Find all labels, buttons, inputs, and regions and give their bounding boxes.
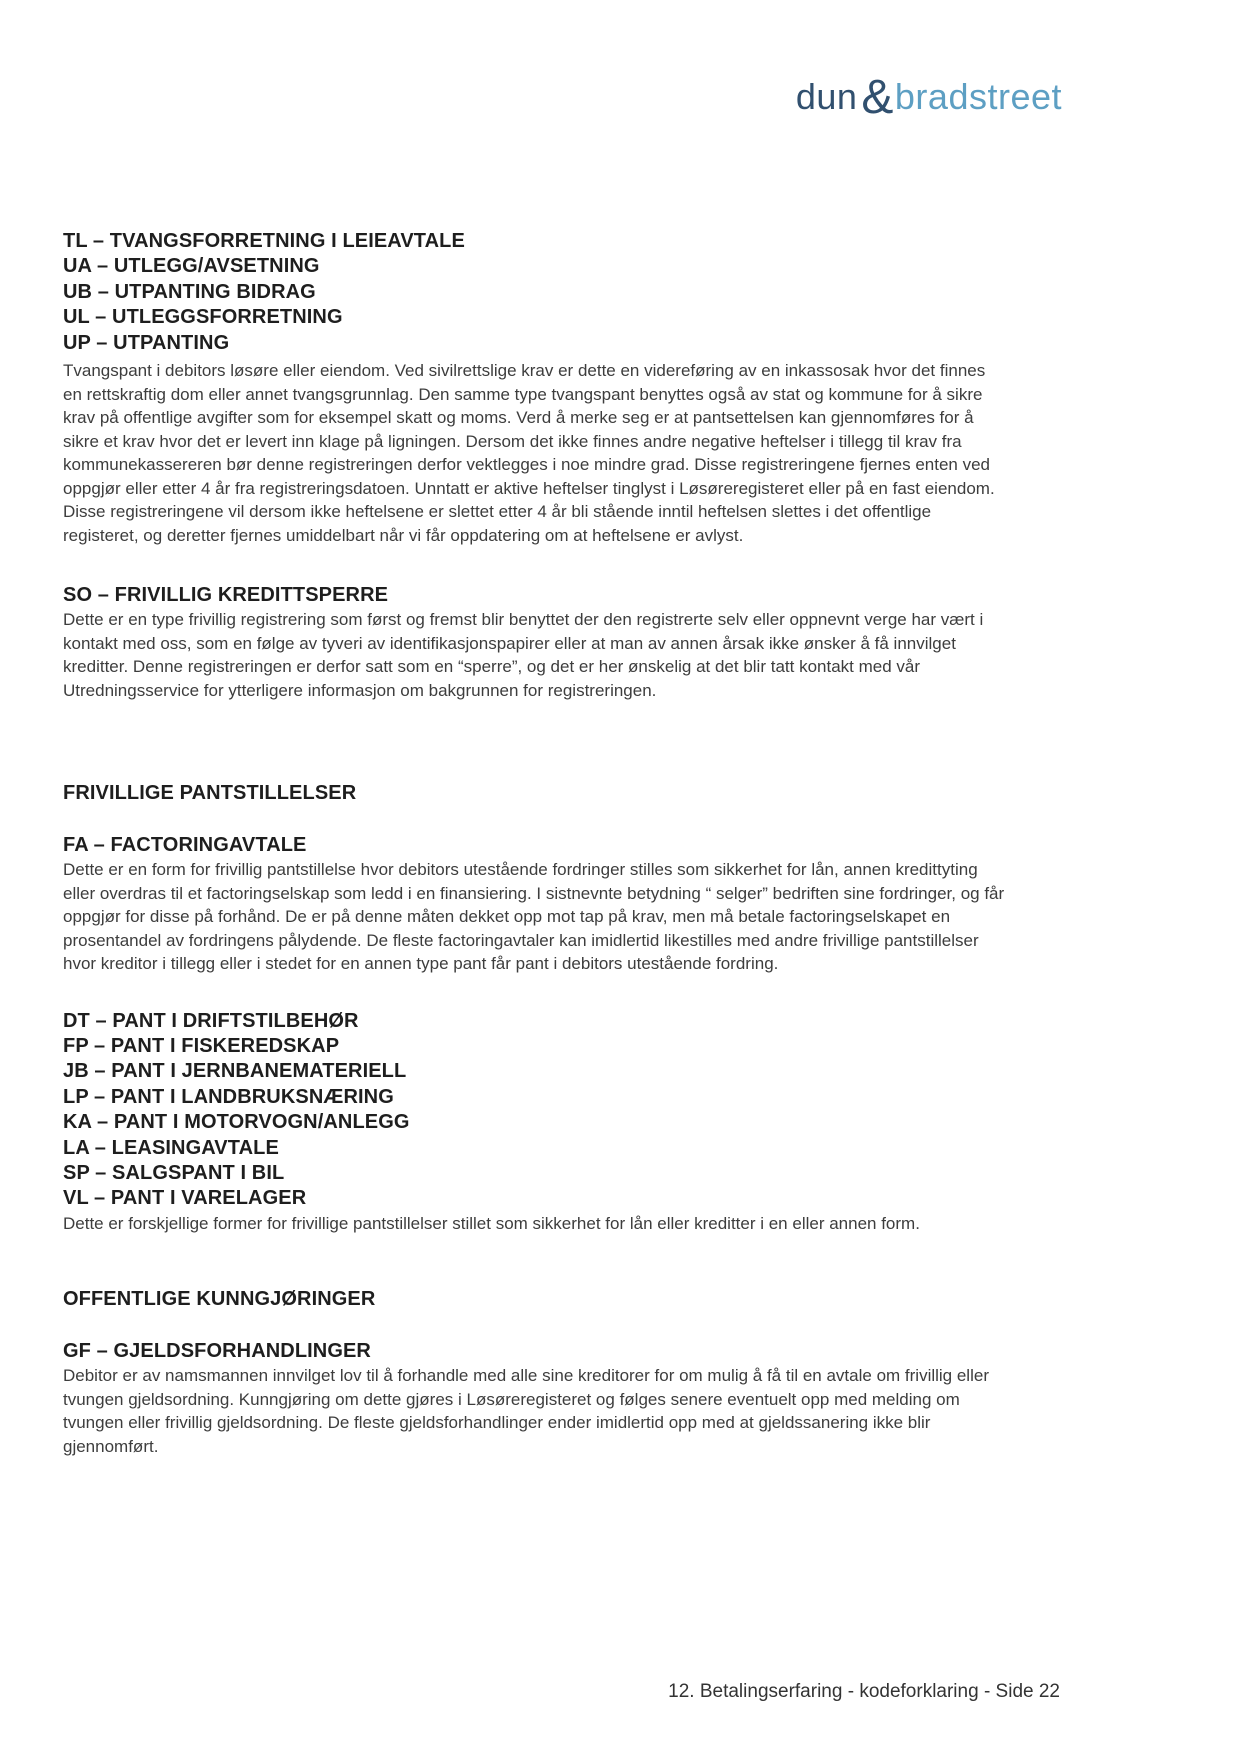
code-heading-la: LA – LEASINGAVTALE	[63, 1136, 279, 1159]
fa-heading: FA – FACTORINGAVTALE	[63, 834, 307, 857]
code-heading-fp: FP – PANT I FISKEREDSKAP	[63, 1034, 340, 1057]
so-description: Dette er en type frivillig registrering som først og fremst blir benyttet der den registrerte selv eller oppnevnt verge har vært i kontakt med oss, som en følge av tyveri av identifikasjonspapirer eller at man av annen årsak ikke ønsker å få innvilget kreditter. Denne registreringen er derfor satt som en “sperre”, og det er her ønskelig at det blir tatt kontakt med vår Utredningsservice for ytterligere informasjon om bakgrunnen for registreringen.	[63, 610, 984, 700]
gf-description: Debitor er av namsmannen innvilget lov til å forhandle med alle sine kreditorer for om mulig å få til en avtale om frivillig eller tvungen gjeldsordning. Kunngjøring om dette gjøres i Løsøreregisteret og følges senere eventuelt opp med melding om tvungen eller frivillig gjeldsordning. De fleste gjeldsforhandlinger ender imidlertid opp med at gjeldssanering ikke blir gjennomført.	[63, 1366, 989, 1456]
page-footer: 12. Betalingserfaring - kodeforklaring - Side 22	[668, 1681, 1060, 1702]
code-heading-ka: KA – PANT I MOTORVOGN/ANLEGG	[63, 1111, 410, 1134]
frivillige-pantstillelser-heading: FRIVILLIGE PANTSTILLELSER	[63, 782, 357, 805]
code-heading-sp: SP – SALGSPANT I BIL	[63, 1161, 285, 1184]
code-heading-dt: DT – PANT I DRIFTSTILBEHØR	[63, 1009, 359, 1032]
code-heading-lp: LP – PANT I LANDBRUKSNÆRING	[63, 1085, 394, 1108]
offentlige-kunngjoringer-heading: OFFENTLIGE KUNNGJØRINGER	[63, 1288, 376, 1311]
code-heading-ua: UA – UTLEGG/AVSETNING	[63, 255, 320, 278]
logo-text-bradstreet: bradstreet	[894, 76, 1062, 117]
logo-ampersand: &	[861, 71, 894, 124]
gf-heading: GF – GJELDSFORHANDLINGER	[63, 1340, 371, 1363]
code-heading-ub: UB – UTPANTING BIDRAG	[63, 280, 316, 303]
document-content	[63, 229, 1008, 1458]
so-heading: SO – FRIVILLIG KREDITTSPERRE	[63, 584, 389, 607]
pant-code-list	[63, 1009, 1008, 1212]
pant-codes-description: Dette er forskjellige former for frivillige pantstillelser stillet som sikkerhet for lån eller kreditter i en eller annen form.	[63, 1213, 920, 1233]
tvangspant-description: Tvangspant i debitors løsøre eller eiendom. Ved sivilrettslige krav er dette en videreføring av en inkassosak hvor det finnes en rettskraftig dom eller annet tvangsgrunnlag. Den samme type tvangspant benyttes også av stat og kommune for å sikre krav på offentlige avgifter som for eksempel skatt og moms. Verd å merke seg er at pantsettelsen kan gjennomføres for å sikre et krav hvor det er levert inn klage på ligningen. Dersom det ikke finnes andre negative heftelser i tillegg til krav fra kommunekassereren bør denne registreringen derfor vektlegges i noe mindre grad. Disse registreringene fjernes enten ved oppgjør eller etter 4 år fra registreringsdatoen. Unntatt er aktive heftelser tinglyst i Løsøreregisteret eller på en fast eiendom. Disse registreringene vil dersom ikke heftelsene er slettet etter 4 år bli stående inntil heftelsen slettes i det offentlige registeret, og deretter fjernes umiddelbart når vi får oppdatering om at heftelsene er avlyst.	[63, 361, 995, 545]
fa-description: Dette er en form for frivillig pantstillelse hvor debitors utestående fordringer stilles som sikkerhet for lån, annen kredittyting eller overdras til et factoringselskap som ledd i en finansiering. I sistnevnte betydning “ selger” bedriften sine fordringer, og får oppgjør for disse på forhånd. De er på denne måten dekket opp mot tap på krav, men må betale factoringselskapet en prosentandel av fordringens pålydende. De fleste factoringavtaler kan imidlertid likestilles med andre frivillige pantstillelser hvor kreditor i tillegg eller i stedet for en annen type pant får pant i debitors utestående fordring.	[63, 860, 1005, 974]
tvangspant-code-list	[63, 229, 1008, 356]
code-heading-vl: VL – PANT I VARELAGER	[63, 1187, 307, 1210]
dun-bradstreet-logo	[795, 66, 1062, 124]
logo-text-dun: dun	[795, 76, 858, 117]
code-heading-jb: JB – PANT I JERNBANEMATERIELL	[63, 1060, 407, 1083]
code-heading-tl: TL – TVANGSFORRETNING I LEIEAVTALE	[63, 230, 465, 252]
code-heading-up: UP – UTPANTING	[63, 331, 230, 354]
code-heading-ul: UL – UTLEGGSFORRETNING	[63, 306, 343, 329]
